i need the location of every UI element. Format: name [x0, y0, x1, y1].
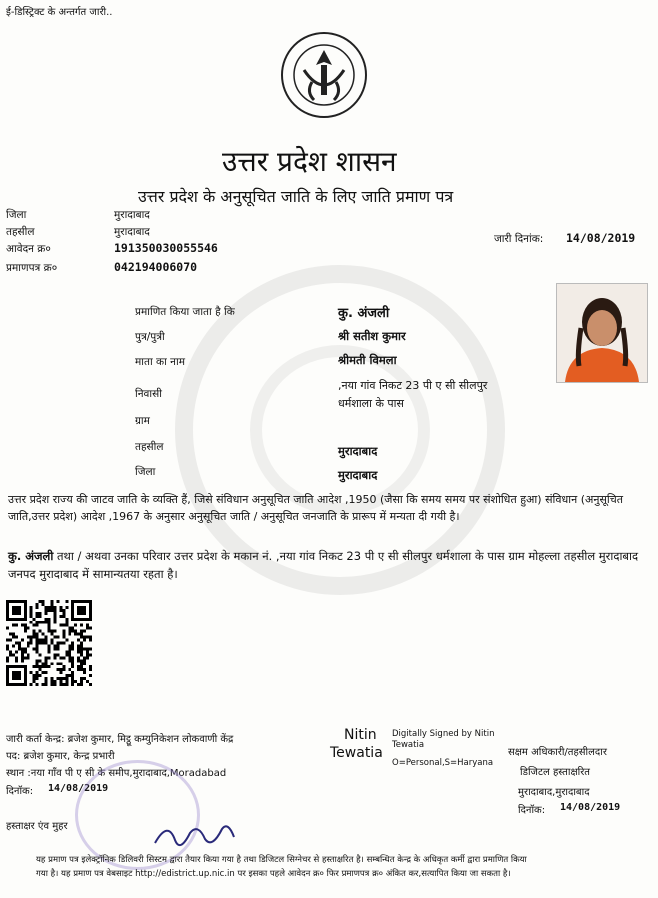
district-detail-label: जिला	[135, 466, 156, 478]
application-label: आवेदन क्र०	[6, 243, 51, 255]
header-note: ई-डिस्ट्रिक्ट के अन्तर्गत जारी..	[6, 7, 113, 18]
sign-label: हस्ताक्षर एंव मुहर	[6, 821, 68, 832]
issuer-date-value: 14/08/2019	[48, 783, 109, 794]
resident-address-1: ,नया गांव निकट 23 पी ए सी सीलपुर	[338, 379, 488, 392]
document-title: उत्तर प्रदेश शासन	[222, 145, 397, 178]
tehsil-detail-label: तहसील	[135, 441, 164, 453]
issuer-center: जारी कर्ता केन्द्र: ब्रजेश कुमार, मिट्ठू कम्युनिकेशन लोकवाणी केंद्र	[6, 734, 234, 745]
resident-label: निवासी	[135, 388, 162, 400]
document-subtitle: उत्तर प्रदेश के अनुसूचित जाति के लिए जाति प्रमाण पत्र	[138, 187, 454, 206]
qr-code	[6, 600, 92, 686]
residence-paragraph-name: कु. अंजली	[8, 549, 54, 563]
issuer-post: पद: ब्रजेश कुमार, केन्द्र प्रभारी	[6, 751, 115, 762]
up-government-emblem	[274, 30, 374, 120]
tehsil-detail-value: मुरादाबाद	[338, 444, 378, 458]
issuer-place: स्थान :नया गाँव पी ए सी के समीप,मुरादाबाद,Moradabad	[6, 768, 227, 779]
child-of-label: पुत्र/पुत्री	[135, 331, 165, 343]
applicant-name: कु. अंजली	[338, 306, 390, 321]
authority-digital: डिजिटल हस्ताक्षरित	[520, 767, 590, 778]
resident-address-2: धर्मशाला के पास	[338, 397, 404, 410]
authority-date-label: दिनॉक:	[518, 805, 546, 816]
footer-line-1: यह प्रमाण पत्र इलेक्ट्रॉनिक डिलिवरी सिस्टम द्वारा तैयार किया गया है तथा डिजिटल सिग्नेचर से हस्ताक्षरित है। सम्बन्धित केन्द्र के अधिकृत कर्मी द्वारा प्रमाणित किया	[36, 855, 527, 865]
certificate-label: प्रमाणपत्र क्र०	[6, 262, 58, 274]
residence-paragraph	[8, 547, 648, 583]
digital-sign-name-2: Tewatia	[330, 745, 383, 761]
digital-sign-name-1: Nitin	[344, 727, 377, 743]
applicant-photo	[556, 283, 648, 383]
watermark-seal-inner	[250, 345, 430, 515]
signature-mark	[150, 815, 240, 855]
certify-label: प्रमाणित किया जाता है कि	[135, 306, 235, 318]
residence-paragraph-text: तथा / अथवा उनका परिवार उत्तर प्रदेश के मकान नं. ,नया गांव निकट 23 पी ए सी सीलपुर धर्मशाला के पास ग्राम मोहल्ला तहसील मुरादाबाद जनपद मुरादाबाद में सामान्यतया रहता है।	[8, 549, 639, 581]
issue-date-label: जारी दिनांक:	[494, 233, 544, 245]
tehsil-label: तहसील	[6, 226, 35, 238]
village-label: ग्राम	[135, 415, 150, 427]
authority-date-value: 14/08/2019	[560, 802, 621, 813]
caste-paragraph: उत्तर प्रदेश राज्य की जाटव जाति के व्यक्ति हैं, जिसे संविधान अनुसूचित जाति आदेश ,1950 (जैसा कि समय समय पर संशोधित हुआ) संविधान (अनुसूचित जाति,उत्तर प्रदेश) आदेश ,1967 के अनुसार अनुसूचित जाति / अनुसूचित जनजाति के प्रारूप में मन्यता दी गयी है।	[8, 493, 624, 523]
certificate-number: 042194006070	[114, 260, 198, 274]
mother-label: माता का नाम	[135, 356, 185, 368]
father-name: श्री सतीश कुमार	[338, 329, 406, 343]
authority-place: मुरादाबाद,मुरादाबाद	[518, 787, 590, 798]
district-detail-value: मुरादाबाद	[338, 468, 378, 482]
tehsil-value: मुरादाबाद	[114, 226, 150, 238]
issuer-date-label: दिनॉक:	[6, 786, 34, 797]
authority-title: सक्षम अधिकारी/तहसीलदार	[508, 747, 607, 758]
footer-line-2: गया है। यह प्रमाण पत्र वेबसाइट http://edistrict.up.nic.in पर इसका पहले आवेदन क्र० फिर प्रमाणपत्र क्र० अंकित कर,सत्यापित किया जा सकता है।	[36, 869, 511, 879]
district-label: जिला	[6, 209, 27, 221]
digital-sign-org: O=Personal,S=Haryana	[392, 758, 494, 768]
mother-name: श्रीमती विमला	[338, 353, 397, 367]
digital-sign-by: Digitally Signed by Nitin Tewatia	[392, 729, 495, 750]
district-value: मुरादाबाद	[114, 209, 150, 221]
application-number: 191350030055546	[114, 241, 218, 255]
issue-date-value: 14/08/2019	[566, 231, 636, 245]
